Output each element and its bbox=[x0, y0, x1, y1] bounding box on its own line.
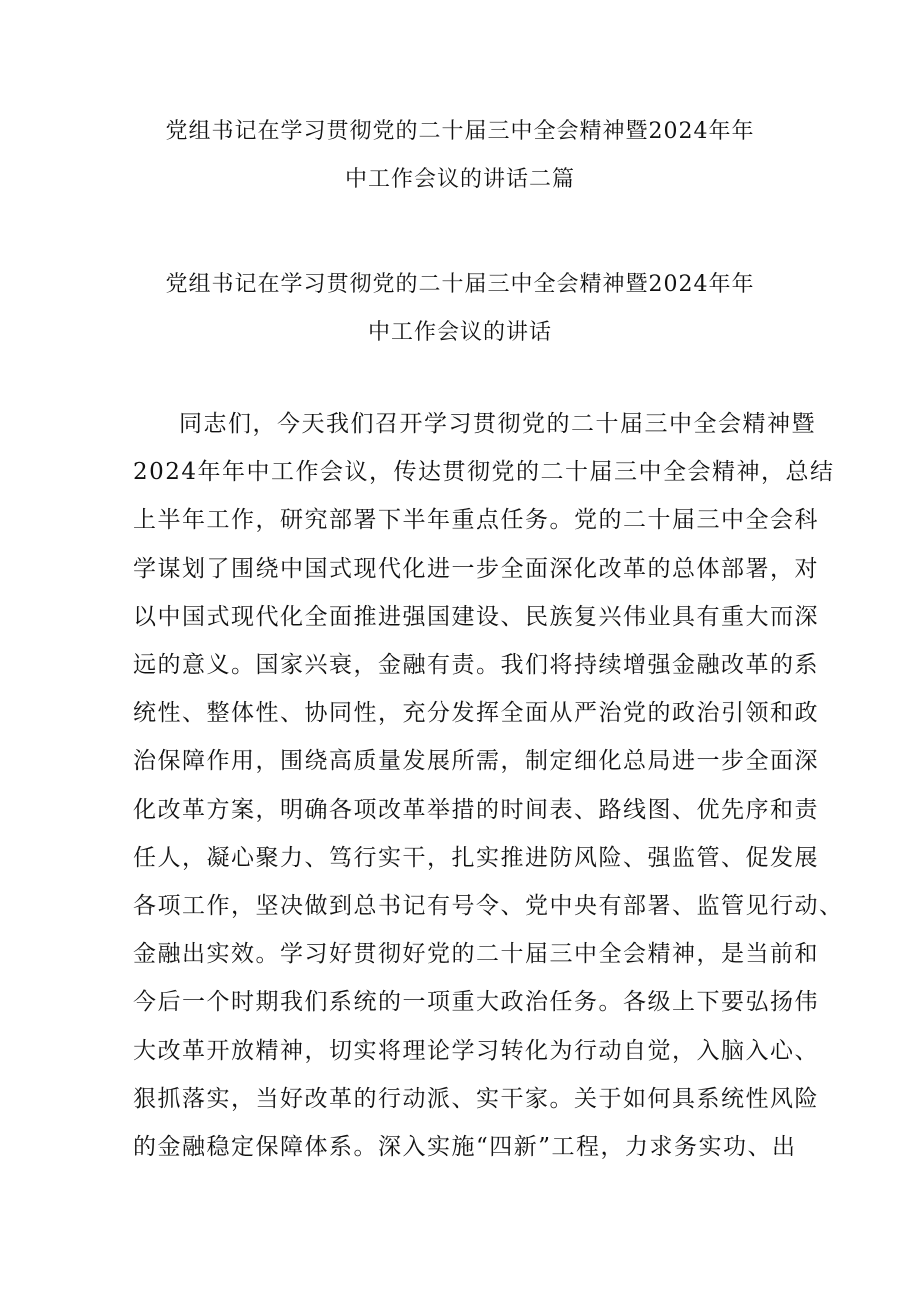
document-title bbox=[0, 108, 920, 204]
document-title-line-1: 党组书记在学习贯彻党的二十届三中全会精神暨2024年年 bbox=[165, 119, 755, 144]
speech-title-line-1: 党组书记在学习贯彻党的二十届三中全会精神暨2024年年 bbox=[165, 272, 755, 297]
body-line: 各项工作，坚决做到总书记有号令、党中央有部署、监管见行动、 bbox=[133, 893, 844, 920]
body-line: 狠抓落实，当好改革的行动派、实干家。关于如何具系统性风险 bbox=[133, 1085, 819, 1112]
body-line: 上半年工作，研究部署下半年重点任务。党的二十届三中全会科 bbox=[133, 507, 819, 534]
body-line: 的金融稳定保障体系。深入实施“四新”工程，力求务实功、出 bbox=[133, 1134, 797, 1161]
body-line: 学谋划了围绕中国式现代化进一步全面深化改革的总体部署，对 bbox=[133, 555, 819, 582]
body-line: 统性、整体性、协同性，充分发挥全面从严治党的政治引领和政 bbox=[133, 700, 819, 727]
body-line: 同志们，今天我们召开学习贯彻党的二十届三中全会精神暨 bbox=[179, 411, 816, 437]
document-title-line-2: 中工作会议的讲话二篇 bbox=[344, 167, 575, 192]
speech-title bbox=[0, 261, 920, 357]
body-line: 以中国式现代化全面推进强国建设、民族复兴伟业具有重大而深 bbox=[133, 603, 819, 630]
body-line: 化改革方案，明确各项改革举措的时间表、路线图、优先序和责 bbox=[133, 796, 819, 823]
body-line: 治保障作用，围绕高质量发展所需，制定细化总局进一步全面深 bbox=[133, 748, 819, 775]
body-line: 大改革开放精神，切实将理论学习转化为行动自觉，入脑入心、 bbox=[133, 1037, 819, 1064]
speech-title-line-2: 中工作会议的讲话 bbox=[367, 320, 552, 345]
body-line: 任人，凝心聚力、笃行实干，扎实推进防风险、强监管、促发展 bbox=[133, 844, 819, 871]
body-line: 今后一个时期我们系统的一项重大政治任务。各级上下要弘扬伟 bbox=[133, 989, 819, 1016]
body-line: 金融出实效。学习好贯彻好党的二十届三中全会精神，是当前和 bbox=[133, 941, 819, 968]
body-line: 2024年年中工作会议，传达贯彻党的二十届三中全会精神，总结 bbox=[133, 459, 835, 486]
body-line: 远的意义。国家兴衰，金融有责。我们将持续增强金融改革的系 bbox=[133, 652, 819, 679]
speech-body-paragraph bbox=[133, 400, 844, 1171]
